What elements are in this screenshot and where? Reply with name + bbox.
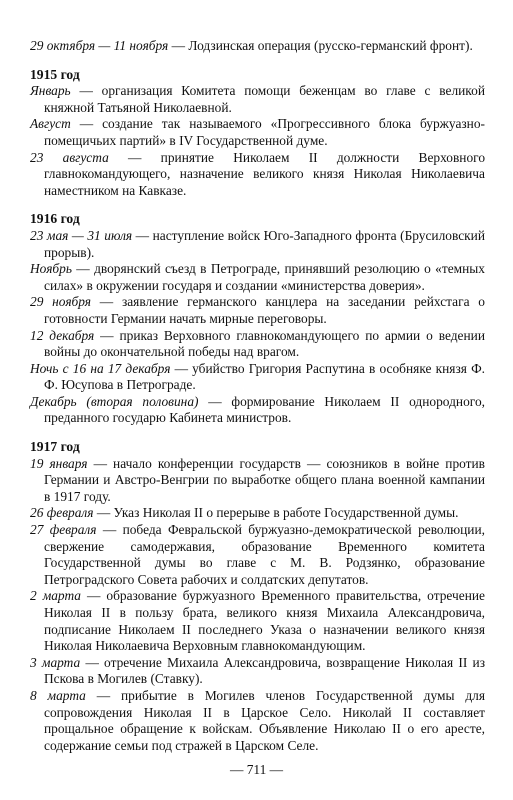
entry-text: — начало конференции государств — союзников в войне против Германии и Австро-Венгрии по выработке общего плана военной кампании в 1917 году. <box>44 455 486 504</box>
entry-text: — отречение Михаила Александровича, возвращение Николая II из Пскова в Могилев (Ставку). <box>44 654 485 687</box>
page-number: — 711 — <box>229 762 284 777</box>
entry-text: — прибытие в Могилев членов Государственной думы для сопровождения Николая II в Царское Село. Николай II составляет прощальное обращение к войскам. Объявление Николаю II о его аресте, содержание семьи под стражей в Царском Селе. <box>44 687 485 753</box>
entry-text: — заявление германского канцлера на заседании рейхстага о готовности Германии начать мирные переговоры. <box>44 294 485 326</box>
entry-text: — Указ Николая II о перерыве в работе Государственной думы. <box>93 505 459 521</box>
entry-date: 8 марта <box>30 687 86 703</box>
entry-text: — победа Февральской буржуазно-демократической революции, свержение самодержавия, образование Временного комитета Государственной думы во главе с М. В. Родзянко, образование Петроградского Совета рабочих и солдатских депутатов. <box>44 522 485 587</box>
chronology-entry <box>30 588 485 654</box>
chronology-entry <box>30 688 485 754</box>
entry-date: Ночь с 16 на 17 декабря <box>30 360 171 376</box>
chronology-entry <box>30 522 485 588</box>
chronology-entry <box>30 150 485 200</box>
entry-date: 23 мая — 31 июля <box>30 227 133 243</box>
entry-date: Январь <box>30 83 71 99</box>
entry-text: — создание так называемого «Прогрессивного блока буржуазно-помещичьих партий» в IV Государственной думе. <box>44 116 485 148</box>
chronology-content <box>30 38 485 754</box>
entry-date: 19 января <box>30 455 88 471</box>
entry-date: 26 февраля <box>30 505 94 521</box>
entry-text: — Лодзинская операция (русско-германский фронт). <box>168 38 473 53</box>
chronology-entry <box>30 361 485 394</box>
chronology-entry <box>30 456 485 506</box>
entry-text: — формирование Николаем II однородного, преданного государю Кабинета министров. <box>44 393 485 426</box>
entry-date: 23 августа <box>30 149 109 165</box>
entry-date: 3 марта <box>30 654 81 670</box>
year-heading: 1915 год <box>30 66 80 82</box>
chronology-entry <box>30 261 485 294</box>
chronology-entry <box>30 116 485 149</box>
entry-date: 27 февраля <box>30 522 97 538</box>
entry-text: — организация Комитета помощи беженцам во главе с великой княжной Татьяной Николаевной. <box>44 83 485 115</box>
entry-text: — наступление войск Юго-Западного фронта (Брусиловский прорыв). <box>44 227 485 260</box>
entry-text: — убийство Григория Распутина в особняке князя Ф. Ф. Юсупова в Петрограде. <box>44 360 485 393</box>
entry-date: Ноябрь <box>30 261 72 277</box>
entry-text: — принятие Николаем II должности Верховного главнокомандующего, назначение великого князя Николая Николаевича наместником на Кавказе. <box>44 149 486 198</box>
chronology-entry-intro <box>30 38 485 55</box>
entry-text: — образование буржуазного Временного правительства, отречение Николая II в пользу брата, великого князя Михаила Александровича, подписание Николаем II последнего Указа о назначении великого князя Николая Николаевича Верховным главнокомандующим. <box>44 588 485 654</box>
year-heading: 1916 год <box>30 211 80 227</box>
chronology-entry <box>30 228 485 261</box>
chronology-entry <box>30 328 485 361</box>
chronology-entry <box>30 394 485 427</box>
entry-date: Декабрь (вторая половина) <box>30 393 199 409</box>
entry-date: 2 марта <box>30 588 81 604</box>
chronology-entry <box>30 655 485 688</box>
chronology-entry <box>30 83 485 116</box>
entry-date: 12 декабря <box>30 327 95 343</box>
entry-date: Август <box>30 116 71 132</box>
entry-date: 29 ноября <box>30 294 92 310</box>
chronology-entry <box>30 505 485 522</box>
chronology-entry <box>30 294 485 327</box>
entry-text: — дворянский съезд в Петрограде, принявший резолюцию о «темных силах» в окружении государя и создании «министерства доверия». <box>44 261 485 293</box>
year-heading: 1917 год <box>30 439 80 455</box>
entry-text: — приказ Верховного главнокомандующего по армии о ведении войны до окончательной победы над врагом. <box>44 327 485 360</box>
entry-date: 29 октября — 11 ноября <box>30 38 169 53</box>
